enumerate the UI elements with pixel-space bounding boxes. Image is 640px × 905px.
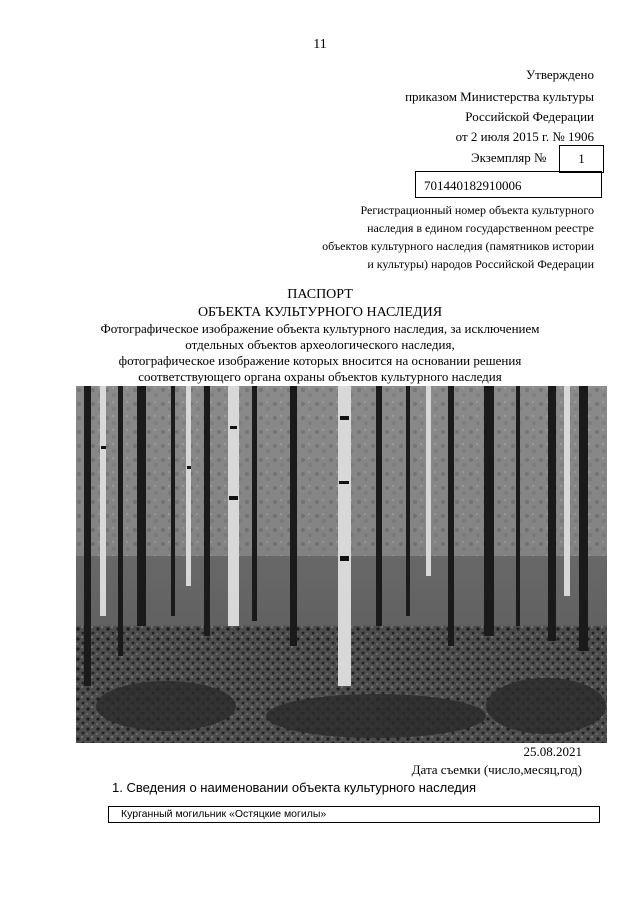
instance-label: Экземпляр № [471, 150, 547, 165]
registration-caption-line: и культуры) народов Российской Федерации [367, 257, 594, 271]
photo-date: 25.08.2021 [523, 744, 582, 759]
approval-line-2: приказом Министерства культуры [405, 89, 594, 104]
passport-subject-title: ОБЪЕКТА КУЛЬТУРНОГО НАСЛЕДИЯ [197, 305, 443, 320]
approval-line-1: Утверждено [525, 67, 594, 82]
registration-caption-line: наследия в едином государственном реестре [367, 221, 594, 235]
forest-photo [76, 386, 607, 743]
registration-caption-line: объектов культурного наследия (памятников истории [322, 239, 594, 253]
registration-number-box: 701440182910006 [415, 171, 602, 198]
approval-line-4: от 2 июля 2015 г. № 1906 [455, 129, 594, 144]
instance-number-box: 1 [559, 145, 604, 173]
subtitle-line: фотографическое изображение которых вносится на основании решения [118, 353, 522, 368]
photo-date-label: Дата съемки (число,месяц,год) [411, 762, 582, 777]
subtitle-line: Фотографическое изображение объекта культурного наследия, за исключением [100, 321, 540, 336]
approval-line-3: Российской Федерации [465, 109, 594, 124]
passport-title: ПАСПОРТ [287, 287, 353, 302]
subtitle-line: соответствующего органа охраны объектов культурного наследия [138, 369, 502, 384]
section-1-heading: 1. Сведения о наименовании объекта культурного наследия [112, 780, 477, 795]
page-number: 11 [313, 37, 327, 52]
registration-caption-line: Регистрационный номер объекта культурного [360, 203, 594, 217]
object-name-field: Курганный могильник «Остяцкие могилы» [108, 806, 600, 823]
subtitle-line: отдельных объектов археологического наследия, [185, 337, 455, 352]
